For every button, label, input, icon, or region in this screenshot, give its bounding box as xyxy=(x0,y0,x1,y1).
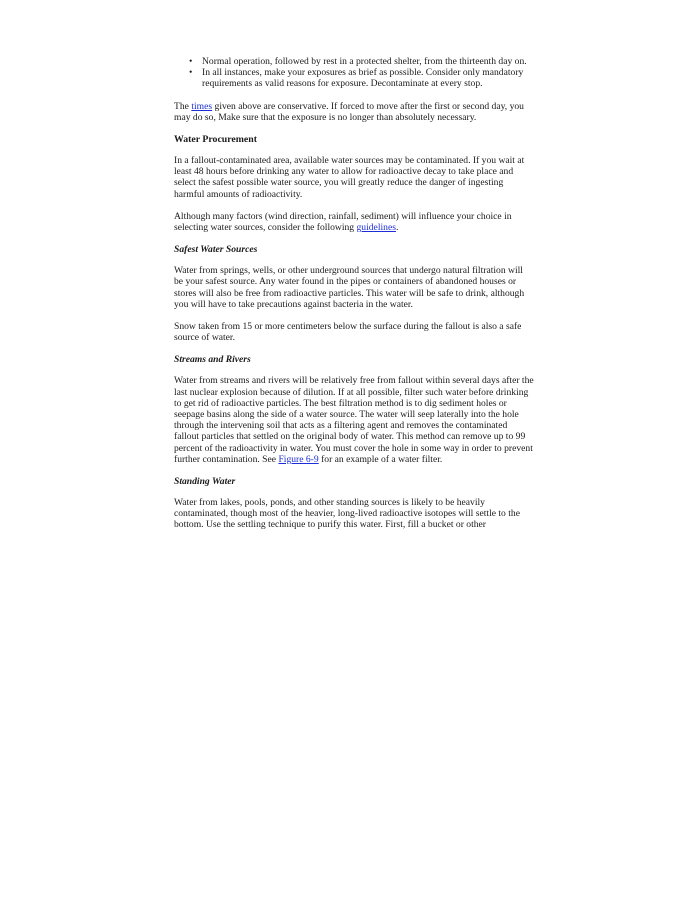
water-paragraph-2 xyxy=(174,211,534,233)
paragraph-text: given above are conservative. If forced to move after the first or second day, you may do so, Make sure that the exposure is no longer than absolutely necessary. xyxy=(174,100,524,123)
bullet-icon: • xyxy=(189,56,193,67)
times-paragraph xyxy=(174,101,534,123)
standing-paragraph: Water from lakes, pools, ponds, and other standing sources is likely to be heavily contaminated, though most of the heavier, long-lived radioactive isotopes will settle to the bottom. Use the settling technique to purify this water. First, fill a bucket or other xyxy=(174,497,520,531)
paragraph-text: Although many factors (wind direction, rainfall, sediment) will influence your choice in selecting water sources, consider the following xyxy=(174,210,512,234)
times-link[interactable]: times xyxy=(191,100,213,112)
safe-paragraph-1: Water from springs, wells, or other underground sources that undergo natural filtration will be your safest source. Any water found in the pipes or containers of abandoned houses or stores will also be free from radioactive particles. This water will be safe to drink, although you will have to take precautions against bacteria in the water. xyxy=(174,265,525,310)
safest-water-sources-heading: Safest Water Sources xyxy=(174,244,258,256)
list-item xyxy=(189,67,534,90)
safe-paragraph-2: Snow taken from 15 or more centimeters below the surface during the fallout is also a safe source of water. xyxy=(174,321,522,344)
bullet-list xyxy=(174,56,534,90)
guidelines-link[interactable]: guidelines xyxy=(356,222,396,234)
paragraph-text: for an example of a water filter. xyxy=(318,453,443,465)
streams-and-rivers-heading: Streams and Rivers xyxy=(174,354,251,366)
standing-water-heading: Standing Water xyxy=(174,476,236,488)
document-page xyxy=(174,56,534,531)
bullet-icon: • xyxy=(189,67,193,79)
water-paragraph-1: In a fallout-contaminated area, available water sources may be contaminated. If you wait at least 48 hours before drinking any water to allow for radioactive decay to take place and select the safest possible water source, you will greatly reduce the danger of ingesting harmful amounts of radioactivity. xyxy=(174,155,525,200)
list-item xyxy=(189,56,534,67)
paragraph-text: The xyxy=(174,100,192,112)
bullet-text: In all instances, make your exposures as brief as possible. Consider only mandatory requirements as valid reasons for exposure. Decontaminate at every stop. xyxy=(202,67,524,90)
paragraph-text: Water from streams and rivers will be relatively free from fallout within several days after the last nuclear explosion because of dilution. If at all possible, filter such water before drinking to get rid of radioactive particles. The best filtration method is to dig sediment holes or seepage basins along the side of a water source. The water will seep laterally into the hole through the intervening soil that acts as a filtering agent and removes the contaminated fallout particles that settled on the original body of water. This method can remove up to 99 percent of the radioactivity in water. You must cover the hole in some way in order to prevent further contamination. See xyxy=(174,375,534,465)
streams-paragraph xyxy=(174,375,534,465)
water-procurement-heading: Water Procurement xyxy=(174,134,257,146)
paragraph-text: . xyxy=(395,222,399,234)
figure-6-9-link[interactable]: Figure 6-9 xyxy=(278,453,319,465)
bullet-text: Normal operation, followed by rest in a protected shelter, from the thirteenth day on. xyxy=(202,56,527,67)
